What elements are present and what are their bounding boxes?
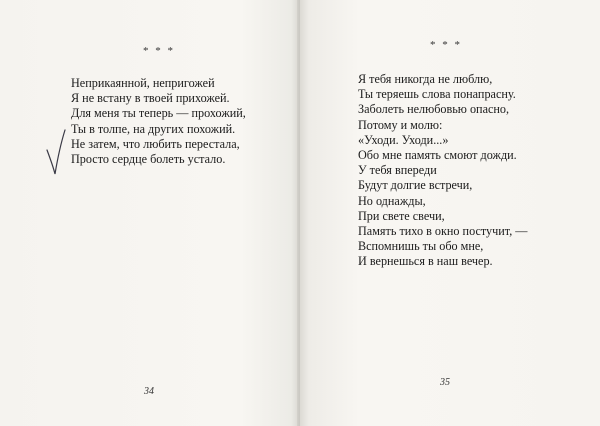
section-ornament: * * * xyxy=(143,45,175,57)
page-number: 34 xyxy=(144,386,154,397)
poem-line: Будут долгие встречи, xyxy=(358,178,473,193)
poem-line: Просто сердце болеть устало. xyxy=(71,152,226,167)
poem-line: Память тихо в окно постучит, — xyxy=(358,224,528,239)
poem-line: Ты теряешь слова понапрасну. xyxy=(358,87,516,102)
poem-line: Неприкаянной, непригожей xyxy=(71,76,215,90)
page-number: 35 xyxy=(440,377,450,388)
right-page xyxy=(300,0,600,426)
poem-line: У тебя впереди xyxy=(358,163,437,178)
poem-line: Не затем, что любить перестала, xyxy=(71,136,240,151)
poem-line: Заболеть нелюбовью опасно, xyxy=(358,102,510,117)
poem-line: Ты в толпе, на других похожий. xyxy=(71,121,236,136)
poem-line: Для меня ты теперь — прохожий, xyxy=(71,106,246,121)
poem-line: Я не встану в твоей прихожей. xyxy=(71,91,230,106)
section-ornament: * * * xyxy=(430,39,462,51)
poem-line: «Уходи. Уходи...» xyxy=(358,132,449,147)
poem-line: Вспомнишь ты обо мне, xyxy=(358,239,484,254)
poem-line: Я тебя никогда не люблю, xyxy=(358,72,493,86)
poem-line: Но однажды, xyxy=(358,193,426,208)
poem-line: При свете свечи, xyxy=(358,208,445,223)
poem-line: Обо мне память смоют дожди. xyxy=(358,148,517,163)
poem-left xyxy=(71,76,246,167)
poem-line: Потому и молю: xyxy=(358,117,443,132)
poem-right xyxy=(358,72,528,270)
pen-checkmark-icon xyxy=(44,128,66,176)
poem-line: И вернешься в наш вечер. xyxy=(358,254,493,269)
